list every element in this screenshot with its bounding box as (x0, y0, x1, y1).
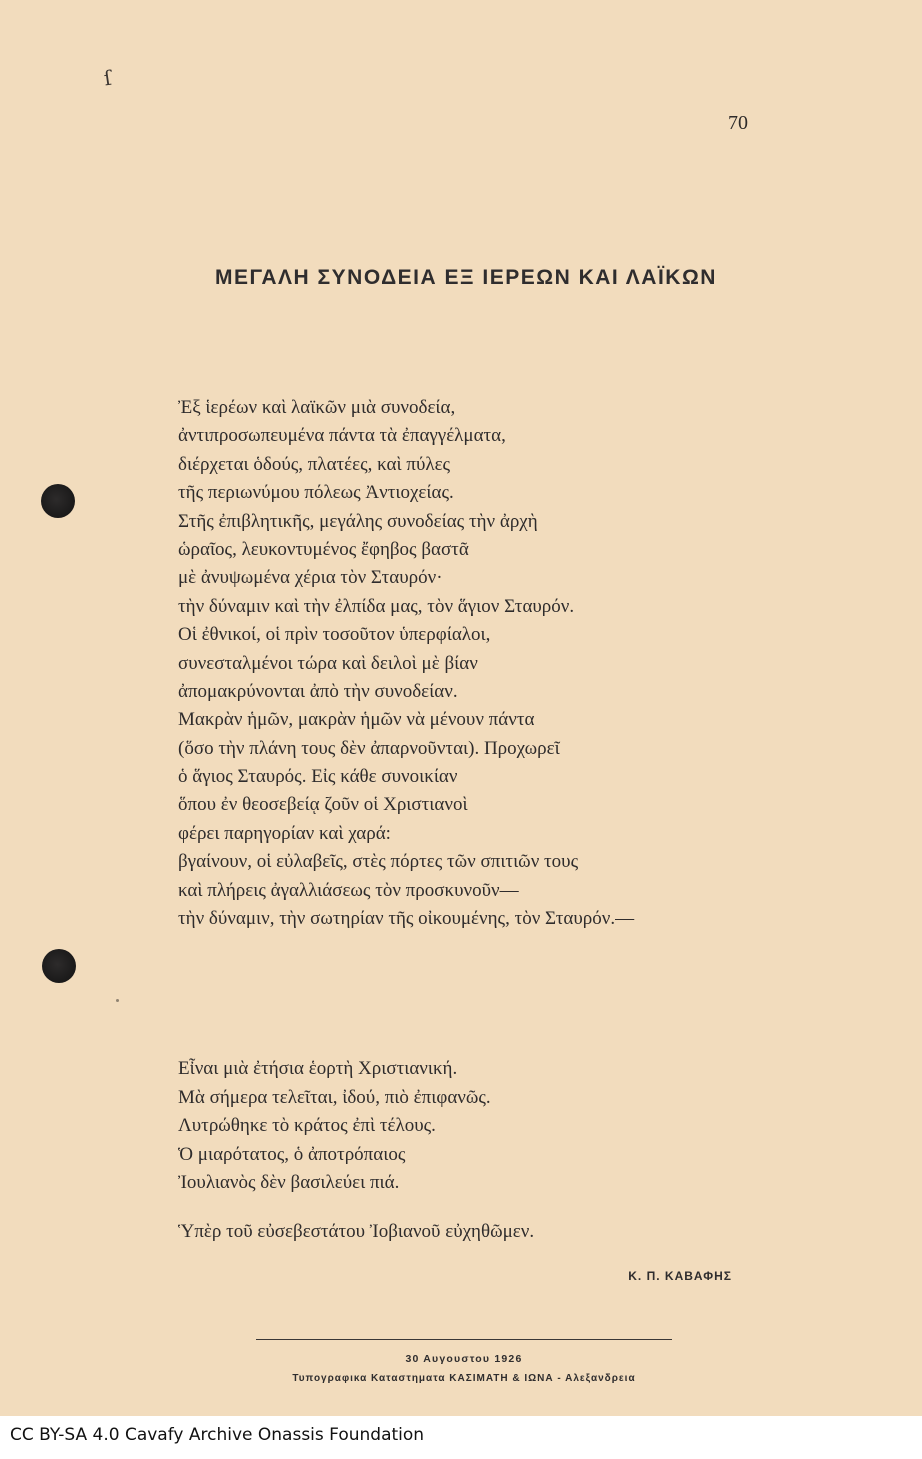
pencil-mark: ſ (102, 65, 114, 91)
poem-line: Εἶναι μιὰ ἐτήσια ἑορτὴ Χριστιανική. (178, 1058, 458, 1079)
poem-line: φέρει παρηγορίαν καὶ χαρά: (178, 822, 391, 844)
poem-line: τὴν δύναμιν καὶ τὴν ἐλπίδα μας, τὸν ἅγιον Σταυρόν. (178, 595, 575, 617)
author-signature: Κ. Π. ΚΑΒΑΦΗΣ (628, 1269, 732, 1283)
footer-rule (256, 1339, 672, 1340)
closing-line: Ὑπὲρ τοῦ εὐσεβεστάτου Ἰοβιανοῦ εὐχηθῶμεν. (178, 1221, 535, 1242)
poem-line: καὶ πλήρεις ἀγαλλιάσεως τὸν προσκυνοῦν— (178, 879, 519, 901)
poem-line: Λυτρώθηκε τὸ κράτος ἐπὶ τέλους. (178, 1115, 436, 1137)
punch-hole-bottom (42, 949, 76, 983)
stanza-2 (178, 1055, 491, 1198)
poem-line: Ἐξ ἱερέων καὶ λαϊκῶν μιὰ συνοδεία, (178, 397, 456, 418)
poem-title: ΜΕΓΑΛΗ ΣΥΝΟΔΕΙΑ ΕΞ ΙΕΡΕΩΝ ΚΑΙ ΛΑΪΚΩΝ (215, 266, 717, 289)
poem-line: ἀπομακρύνονται ἀπὸ τὴν συνοδείαν. (178, 680, 458, 702)
poem-line: διέρχεται ὁδούς, πλατέες, καὶ πύλες (178, 453, 451, 475)
poem-line: Μὰ σήμερα τελεῖται, ἰδού, πιὸ ἐπιφανῶς. (178, 1086, 491, 1108)
paper-speck (116, 999, 119, 1002)
publication-date: 30 Αυγουστου 1926 (405, 1353, 523, 1365)
poem-line: Οἱ ἐθνικοί, οἱ πρὶν τοσοῦτον ὑπερφίαλοι, (178, 624, 491, 646)
poem-line: ὅπου ἐν θεοσεβείᾳ ζοῦν οἱ Χριστιανοὶ (178, 794, 468, 816)
poem-line: βγαίνουν, οἱ εὐλαβεῖς, στὲς πόρτες τῶν σπιτιῶν τους (178, 851, 579, 873)
poem-line: (ὅσο τὴν πλάνη τους δὲν ἀπαρνοῦνται). Προχωρεῖ (178, 737, 560, 759)
poem-line: Ὁ μιαρότατος, ὁ ἀποτρόπαιος (178, 1143, 406, 1165)
poem-line: Μακρὰν ἡμῶν, μακρὰν ἡμῶν νὰ μένουν πάντα (178, 709, 535, 731)
poem-line: ἀντιπροσωπευμένα πάντα τὰ ἐπαγγέλματα, (178, 425, 506, 447)
poem-line: μὲ ἀνυψωμένα χέρια τὸν Σταυρόν· (178, 567, 443, 589)
poem-line: τὴν δύναμιν, τὴν σωτηρίαν τῆς οἰκουμένης, τὸν Σταυρόν.— (178, 908, 635, 930)
stanza-1 (178, 394, 634, 933)
poem-line: Ἰουλιανὸς δὲν βασιλεύει πιά. (178, 1172, 400, 1194)
page-number: 70 (728, 112, 748, 134)
poem-line: Στῆς ἐπιβλητικῆς, μεγάλης συνοδείας τὴν ἀρχὴ (178, 510, 538, 532)
poem-line: συνεσταλμένοι τώρα καὶ δειλοὶ μὲ βίαν (178, 652, 478, 674)
poem-line: τῆς περιωνύμου πόλεως Ἀντιοχείας. (178, 482, 454, 504)
poem-line: ὁ ἅγιος Σταυρός. Εἰς κάθε συνοικίαν (178, 766, 458, 788)
printer-imprint: Τυπογραφικα Καταστηματα ΚΑΣΙΜΑΤΗ & ΙΩΝΑ - Αλεξανδρεια (292, 1373, 636, 1384)
poem-line: ὡραῖος, λευκοντυμένος ἔφηβος βαστᾶ (178, 538, 469, 560)
punch-hole-top (41, 484, 75, 518)
license-credit: CC BY-SA 4.0 Cavafy Archive Onassis Foundation (10, 1425, 425, 1445)
